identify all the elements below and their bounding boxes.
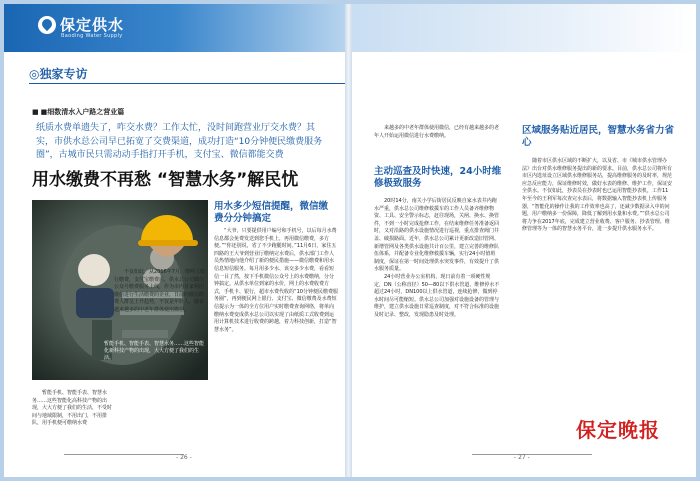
subheading-district-service: 区域服务贴近居民，智慧水务省力省心 [522, 125, 675, 148]
subheading-sms-wechat: 用水多少短信提醒，微信缴费分分钟搞定 [214, 201, 329, 224]
right-page [352, 4, 696, 477]
header-banner-right [352, 4, 696, 52]
page-gutter [345, 4, 352, 477]
right-col1-text: 20时14分，南关小学后街居民反映自家水表井内跑水严重，供水总公司维修救援车的工作人员备齐维修物资、工具、安全警示标志，赶往现场，关闸、换水、换管件，不到一小时完成抢修工作，在结束维修任务准备返回时，又对沿路的供水设施情况进行巡视，重点排查阀门井盖、破损路面。近年，供水总公司累计更新改造旧管网、新增管网及各类供水设施共计百公里，建立完善的维修队伍体系，并配备专业化维修救援车辆，实行24小时值班制度，保证在第一时间处理供水突发事件，有效提升了供水服务质量。 24小时营业办公室机构，现日前有着一项硬性规定，DN（公称直径）50—80以下供水管道，维修停水不超过24小时，DN100以上供水管道，连续抢修，做到停水时间尽可能缩短。供水总公司加强对设施设备的管理与维护，建立供水设施日常巡查制度，对不符合标准的设施及时记录、整改，发现隐患及时处理。 [374, 198, 500, 318]
newspaper-masthead: 保定晚报 [576, 418, 660, 442]
left-column-text: 暂能手机、智能手表、智慧水务……这些智能化高科技产物的出现，大大方便了我们的生活，不受时间与地域限制，不用出门，不用排队，用手机便可缴纳水费 [32, 390, 113, 427]
middle-column-text: 不仅如此，从2016年7月，增网上银行缴费，支付宝缴费后，供水总公司微信公众号缴费服务上线，作为市内首家利用微信进行生活缴费的企业，日前的微信缴费人群呈上升趋势，不仅是年轻人，随着越来越多的中老年群体使用微信。 [114, 269, 205, 313]
right-col2-text: 随着市区供水区域的不断扩大，以及省、市《城市供水管理办法》出台对供水维修服务提出的新的要求。目前，供水总公司将所有市区内选址设立区域供水维修服务站，提高维修服务的及时率，规范应急反应能力，保证维修时效，做好水表的维修、维护工作，保证安全供水。不仅如此，抄表员在抄表时也已运用智能抄表机，工作11年至今的王利军每次查完水表后，将数据输入智能抄表机上传服务器，“智能化的操作让我的工作效率也高了，还减少数据录入中的问题，用户缴纳多一份保障，降低了解到用水量和水费。”“供水总公司将力争在2017年底，完成建立营业收费、客户服务、抄表管理、维修管理等为一体的智慧水务平台，进一步提升供水服务水平。 [522, 158, 673, 233]
article-headline: 用水缴费不再愁 “智慧水务”解民忧 [32, 170, 299, 190]
right-col1-top: 来越多的中老年群体使用微信，已经有越来越多的老年人开始运用微信进行水费缴纳。 [374, 125, 500, 139]
subheading-24h-repair: 主动巡查及时快速，24小时维修极致服务 [374, 166, 502, 189]
header-banner [4, 4, 345, 52]
photo-caption: 暂能手机、智能手表、智慧水务……这些智能化新科技产物的出现，大大方便了我们的生活。 [104, 341, 205, 361]
water-drop-logo-icon [38, 16, 56, 34]
section-divider [29, 83, 345, 84]
page-number-right: - 27 - [514, 454, 530, 461]
footer-rule-right [472, 454, 592, 455]
brand-subtitle: Baoding Water Supply [61, 33, 123, 39]
footer-rule-left [64, 454, 184, 455]
article-lead: 纸质水费单遗失了，咋交水费？工作太忙，没时间跑营业厅交水费？其实，市供水总公司早已拓宽了交费渠道，成功打造“10分钟便民缴费服务圈”，古城市民只需动动手指打开手机，支付宝、微信都能交费 [36, 123, 323, 160]
left-page [4, 4, 345, 477]
right-column-text: “大爷，只要提供用户编号和手机号，以后每月水费信息都会免费发送到您手机上，再用微信缴费，多方便。”“你还别说，省了不少跑腿时间。”11月6日，家住五四路的王大爷到营业厅缴纳完水费后，供水部门工作人员热情地向他介绍了新的便民措施——微信缴费和用水信息短信服务。每月用多少水、该交多少水费，看看短信一目了然，按下手机微信公众号上的水费缴纳，分分钟搞定。从供水单位到家的水价，网上的水费收费方式，手机卡、银行，超市水费代收的“10分钟便民缴费服务圈”，再到便民网上银行、支付宝、微信缴费及水费短信提示为一体的全方位用户实时缴费查询网络，将单向缴纳水费变成供水总公司以实现了由纸质工式收费到运用计算机技术进行收费的跨越，着力科技创新，打造“智慧水务”。 [214, 228, 338, 333]
brand-name: 保定供水 [60, 16, 125, 34]
section-title: ◎独家专访 [29, 67, 88, 81]
page-number-left: - 26 - [176, 454, 192, 461]
article-kicker: ■ ■细数清水入户路之营业篇 [32, 107, 124, 117]
